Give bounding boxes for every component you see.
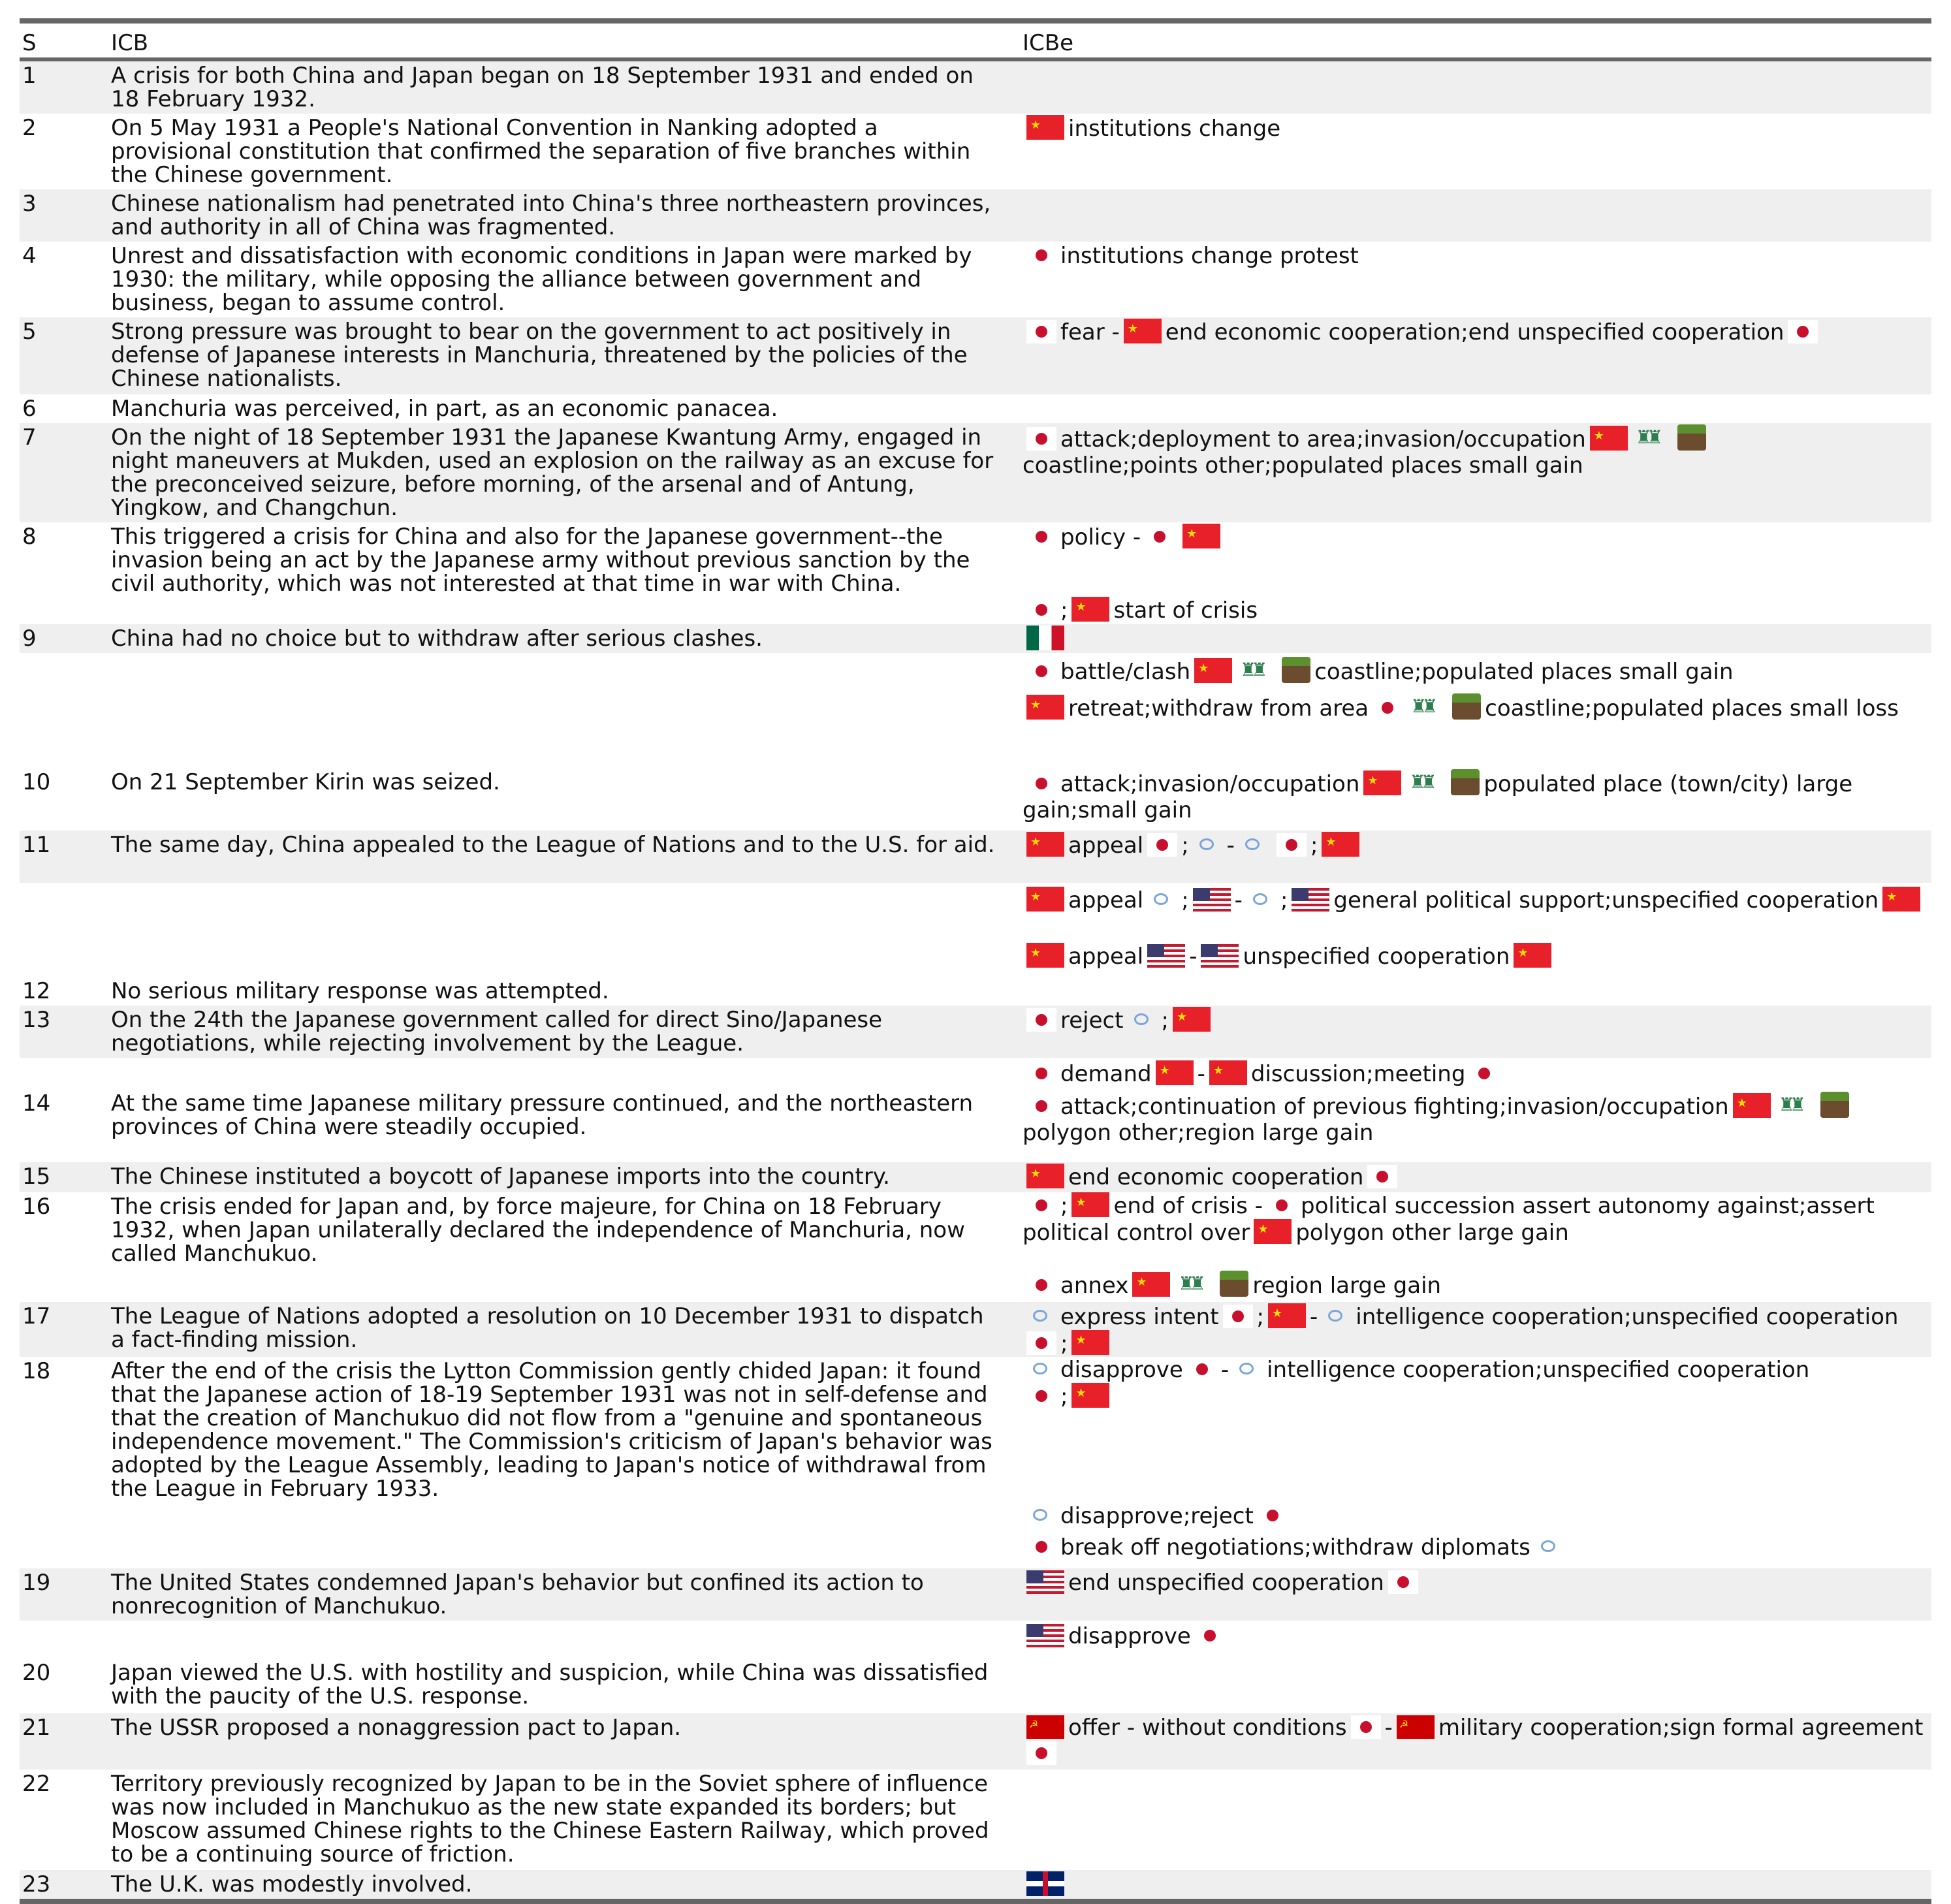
table-row bbox=[20, 1357, 1931, 1568]
event: policy -★ bbox=[1023, 524, 1224, 550]
flag-japan-icon bbox=[1788, 320, 1818, 343]
row-events bbox=[1023, 1192, 1931, 1302]
row-text: Unrest and dissatisfaction with economic conditions in Japan were marked by 1930: the military, while opposing the alliance between government and business, began to assume control. bbox=[111, 243, 972, 316]
row-events bbox=[1023, 883, 1931, 977]
row-text: Strong pressure was brought to bear on the government to act positively in defense of Japanese interests in Manchuria, threatened by the policies of the Chinese nationalists. bbox=[111, 319, 968, 392]
row-number: 21 bbox=[22, 1715, 51, 1741]
flag-japan-icon bbox=[1367, 1165, 1397, 1188]
row-events bbox=[1023, 768, 1931, 831]
flag-japan-icon bbox=[1026, 1331, 1056, 1355]
table-row bbox=[20, 883, 1931, 977]
event: ;★ start of crisis bbox=[1023, 597, 1258, 624]
flag-japan-icon bbox=[1026, 1008, 1056, 1032]
flag-ussr-icon bbox=[1026, 1715, 1064, 1739]
army-icon bbox=[1409, 770, 1443, 795]
event: disapprove bbox=[1023, 1623, 1229, 1649]
flag-japan-icon bbox=[1026, 244, 1056, 267]
row-text: China had no choice but to withdraw after serious clashes. bbox=[111, 626, 763, 652]
event bbox=[1023, 626, 1068, 652]
row-number: 14 bbox=[22, 1090, 51, 1117]
event: attack;continuation of previous fighting;invasion/occupation★♜♜ polygon other;region large gain bbox=[1023, 1092, 1853, 1146]
flag-japan-icon bbox=[1351, 1715, 1381, 1739]
table-body bbox=[20, 61, 1931, 1897]
flag-japan-icon bbox=[1026, 1062, 1056, 1085]
flag-japan-icon bbox=[1026, 525, 1056, 548]
event: fear -★ end economic cooperation;end unspecified cooperation bbox=[1023, 319, 1822, 345]
table-row bbox=[20, 1870, 1931, 1899]
flag-japan-icon bbox=[1145, 525, 1175, 548]
table-header bbox=[20, 24, 1931, 57]
table-bottom-rule bbox=[20, 1899, 1931, 1904]
table-row bbox=[20, 1568, 1931, 1621]
row-number: 16 bbox=[22, 1194, 51, 1220]
league-of-nations-icon bbox=[1026, 1357, 1056, 1381]
table-row bbox=[20, 61, 1931, 114]
row-events bbox=[1023, 1870, 1931, 1899]
flag-japan-icon bbox=[1026, 320, 1056, 343]
icb-icbe-table bbox=[20, 18, 1931, 1897]
army-icon bbox=[1240, 658, 1274, 683]
row-events bbox=[1023, 1769, 1931, 1870]
row-number: 17 bbox=[22, 1303, 51, 1329]
flag-japan-icon bbox=[1195, 1624, 1225, 1647]
table-row bbox=[20, 242, 1931, 317]
league-of-nations-icon bbox=[1239, 833, 1269, 857]
league-of-nations-icon bbox=[1246, 888, 1277, 912]
flag-uk-icon bbox=[1026, 1871, 1064, 1896]
row-events bbox=[1023, 1058, 1931, 1162]
row-number: 3 bbox=[22, 191, 37, 217]
army-icon bbox=[1178, 1272, 1212, 1297]
table-row bbox=[20, 1302, 1931, 1357]
header-icbe: ICBe bbox=[1023, 30, 1074, 56]
table-row bbox=[20, 1162, 1931, 1192]
row-number: 8 bbox=[22, 524, 37, 550]
event: ☭ offer - without conditions -☭ military cooperation;sign formal agreement bbox=[1023, 1715, 1925, 1767]
event: disapprove - intelligence cooperation;unspecified cooperation ;★ bbox=[1023, 1357, 1809, 1410]
league-of-nations-icon bbox=[1026, 1504, 1056, 1527]
row-events bbox=[1023, 831, 1931, 883]
row-events bbox=[1023, 522, 1931, 624]
row-events bbox=[1023, 1162, 1931, 1192]
flag-china-icon bbox=[1124, 319, 1162, 343]
territory-icon bbox=[1220, 1271, 1248, 1297]
flag-japan-icon bbox=[1187, 1357, 1217, 1381]
row-text: On the 24th the Japanese government called for direct Sino/Japanese negotiations, while rejecting involvement by the League. bbox=[111, 1007, 883, 1056]
row-text: The USSR proposed a nonaggression pact to Japan. bbox=[111, 1715, 682, 1741]
event: institutions change protest bbox=[1023, 243, 1359, 269]
flag-china-icon bbox=[1026, 887, 1064, 912]
header-icb: ICB bbox=[111, 30, 149, 56]
flag-japan-icon bbox=[1026, 427, 1056, 451]
table-row bbox=[20, 1769, 1931, 1870]
event: express intent ;★ - intelligence cooperation;unspecified cooperation;★ bbox=[1023, 1303, 1925, 1357]
event: demand★ -★ discussion;meeting bbox=[1023, 1060, 1503, 1087]
flag-china-icon bbox=[1194, 658, 1232, 683]
row-number: 22 bbox=[22, 1771, 51, 1797]
row-text: Manchuria was perceived, in part, as an economic panacea. bbox=[111, 396, 778, 422]
flag-china-icon bbox=[1071, 1330, 1109, 1355]
flag-china-icon bbox=[1071, 1192, 1109, 1217]
row-number: 10 bbox=[22, 769, 51, 795]
flag-china-icon bbox=[1733, 1093, 1771, 1118]
territory-icon bbox=[1820, 1092, 1849, 1118]
row-number: 18 bbox=[22, 1358, 51, 1384]
row-number: 23 bbox=[22, 1871, 51, 1897]
army-icon bbox=[1636, 426, 1670, 451]
row-events bbox=[1023, 1713, 1931, 1769]
territory-icon bbox=[1282, 657, 1310, 683]
row-number: 9 bbox=[22, 626, 37, 652]
table-row bbox=[20, 768, 1931, 831]
flag-china-icon bbox=[1071, 597, 1109, 622]
territory-icon bbox=[1451, 769, 1480, 795]
flag-china-icon bbox=[1156, 1060, 1194, 1085]
flag-japan-icon bbox=[1277, 833, 1307, 857]
row-text: A crisis for both China and Japan began on 18 September 1931 and ended on 18 February 1932. bbox=[111, 63, 974, 112]
flag-china-icon bbox=[1182, 524, 1220, 548]
row-text: At the same time Japanese military pressure continued, and the northeastern provinces of China were steadily occupied. bbox=[111, 1090, 974, 1140]
table-row bbox=[20, 317, 1931, 394]
flag-china-icon bbox=[1026, 115, 1064, 140]
table-row bbox=[20, 1058, 1931, 1162]
row-number: 12 bbox=[22, 978, 51, 1004]
row-number: 11 bbox=[22, 832, 51, 858]
event: end unspecified cooperation bbox=[1023, 1570, 1422, 1596]
league-of-nations-icon bbox=[1128, 1008, 1158, 1032]
flag-china-icon bbox=[1026, 1164, 1064, 1188]
event: attack;deployment to area;invasion/occupation★♜♜ coastline;points other;populated places small gain bbox=[1023, 424, 1710, 479]
row-events bbox=[1023, 1006, 1931, 1058]
row-text: Japan viewed the U.S. with hostility and suspicion, while China was dissatisfied with the paucity of the U.S. response. bbox=[111, 1660, 989, 1709]
event: disapprove;reject bbox=[1023, 1503, 1292, 1529]
flag-china-icon bbox=[1132, 1272, 1170, 1297]
row-number: 4 bbox=[22, 243, 37, 269]
table-row bbox=[20, 831, 1931, 883]
row-events bbox=[1023, 61, 1931, 114]
league-of-nations-icon bbox=[1322, 1305, 1352, 1328]
table-top-rule bbox=[20, 18, 1931, 24]
flag-china-icon bbox=[1026, 695, 1064, 720]
flag-usa-icon bbox=[1026, 1570, 1064, 1594]
row-text: On 21 September Kirin was seized. bbox=[111, 769, 500, 795]
event: ★institutions change bbox=[1023, 115, 1280, 142]
row-events bbox=[1023, 242, 1931, 317]
row-text: The League of Nations adopted a resolution on 10 December 1931 to dispatch a fact-finding mission. bbox=[111, 1303, 984, 1353]
row-text: Chinese nationalism had penetrated into China's three northeastern provinces, and authority in all of China was fragmented. bbox=[111, 191, 991, 240]
league-of-nations-icon bbox=[1193, 833, 1223, 857]
event: ★ end economic cooperation bbox=[1023, 1164, 1401, 1190]
table-row bbox=[20, 977, 1931, 1006]
row-text: No serious military response was attempted. bbox=[111, 978, 609, 1004]
row-text: On the night of 18 September 1931 the Japanese Kwantung Army, engaged in night maneuvers at Mukden, used an explosion on the railway as an excuse for the preconceived seizure, before morning, of the arsenal and of Antung, Yingkow, and Changchun. bbox=[111, 424, 994, 521]
flag-japan-icon bbox=[1267, 1194, 1297, 1217]
row-number: 1 bbox=[22, 63, 37, 89]
flag-japan-icon bbox=[1026, 1194, 1056, 1217]
flag-usa-icon bbox=[1147, 944, 1185, 968]
flag-japan-icon bbox=[1258, 1504, 1288, 1527]
table-row bbox=[20, 114, 1931, 189]
row-text: The U.K. was modestly involved. bbox=[111, 1871, 473, 1897]
row-events bbox=[1023, 189, 1931, 242]
table-row bbox=[20, 423, 1931, 522]
flag-china-icon bbox=[1254, 1219, 1292, 1244]
event bbox=[1023, 1871, 1068, 1898]
table-row bbox=[20, 522, 1931, 624]
flag-china-icon bbox=[1590, 426, 1628, 451]
row-text: After the end of the crisis the Lytton Commission gently chided Japan: it found that the Japanese action of 18-19 September 1931 was not in self-defense and that the creation of Manchukuo did not flow from a "genuine and spontaneous independence movement." The Commission's criticism of Japan's behavior was adopted by the League Assembly, leading to Japan's notice of withdrawal from the League in February 1933. bbox=[111, 1358, 992, 1502]
flag-china-icon bbox=[1514, 943, 1551, 968]
row-number: 13 bbox=[22, 1007, 51, 1033]
flag-usa-icon bbox=[1201, 944, 1239, 968]
flag-china-icon bbox=[1071, 1383, 1109, 1408]
league-of-nations-icon bbox=[1233, 1357, 1263, 1381]
row-events bbox=[1023, 394, 1931, 423]
row-text: The Chinese instituted a boycott of Japanese imports into the country. bbox=[111, 1164, 890, 1190]
row-number: 20 bbox=[22, 1660, 51, 1686]
row-text: The same day, China appealed to the League of Nations and to the U.S. for aid. bbox=[111, 832, 995, 858]
flag-usa-icon bbox=[1026, 1624, 1064, 1647]
event: attack;invasion/occupation★♜♜ populated place (town/city) large gain;small gain bbox=[1023, 769, 1925, 823]
territory-icon bbox=[1677, 424, 1706, 451]
row-events bbox=[1023, 653, 1931, 768]
row-events bbox=[1023, 317, 1931, 394]
flag-japan-icon bbox=[1026, 1273, 1056, 1297]
row-number: 5 bbox=[22, 319, 37, 345]
row-number: 15 bbox=[22, 1164, 51, 1190]
table-row bbox=[20, 1192, 1931, 1302]
flag-japan-icon bbox=[1026, 1535, 1056, 1559]
flag-japan-icon bbox=[1147, 833, 1177, 857]
flag-china-icon bbox=[1268, 1303, 1306, 1328]
event: ★appeal ; - ; general political support;unspecified cooperation★ bbox=[1023, 887, 1924, 913]
event: annex★♜♜ region large gain bbox=[1023, 1271, 1441, 1299]
row-events bbox=[1023, 1357, 1931, 1568]
flag-china-icon bbox=[1882, 887, 1920, 912]
flag-japan-icon bbox=[1469, 1062, 1499, 1085]
flag-china-icon bbox=[1363, 770, 1401, 795]
row-events bbox=[1023, 1568, 1931, 1621]
flag-japan-icon bbox=[1026, 598, 1056, 622]
table-row bbox=[20, 1713, 1931, 1769]
event: reject ;★ bbox=[1023, 1007, 1214, 1034]
event: battle/clash★♜♜ coastline;populated places small gain bbox=[1023, 657, 1734, 685]
event: ;★ end of crisis - political succession assert autonomy against;assert political control over★ polygon other large gain bbox=[1023, 1192, 1925, 1246]
row-events bbox=[1023, 977, 1931, 1006]
header-s: S bbox=[22, 30, 37, 56]
row-text: This triggered a crisis for China and also for the Japanese government--the invasion being an act by the Japanese army without previous sanction by the civil authority, which was not interested at that time in war with China. bbox=[111, 524, 970, 597]
event: break off negotiations;withdraw diplomats bbox=[1023, 1534, 1568, 1561]
row-text: Territory previously recognized by Japan to be in the Soviet sphere of influence was now included in Manchukuo as the new state expanded its borders; but Moscow assumed Chinese rights to the Chinese Eastern Railway, which proved to be a continuing source of friction. bbox=[111, 1771, 989, 1867]
table-row bbox=[20, 1621, 1931, 1713]
flag-ussr-icon bbox=[1397, 1715, 1435, 1739]
flag-japan-icon bbox=[1026, 1741, 1056, 1765]
flag-japan-icon bbox=[1026, 1094, 1056, 1118]
row-text: The United States condemned Japan's behavior but confined its action to nonrecognition of Manchukuo. bbox=[111, 1570, 924, 1619]
table-row bbox=[20, 189, 1931, 242]
flag-japan-icon bbox=[1026, 1384, 1056, 1408]
league-of-nations-icon bbox=[1026, 1305, 1056, 1328]
army-icon bbox=[1410, 695, 1444, 720]
event: ★ appeal ; - ;★ bbox=[1023, 832, 1363, 859]
league-of-nations-icon bbox=[1534, 1535, 1564, 1559]
flag-china-icon bbox=[1026, 832, 1064, 857]
flag-china-icon bbox=[1026, 943, 1064, 968]
table-row bbox=[20, 1006, 1931, 1058]
flag-usa-icon bbox=[1193, 888, 1231, 912]
row-text: On 5 May 1931 a People's National Convention in Nanking adopted a provisional constitution that confirmed the separation of five branches within the Chinese government. bbox=[111, 115, 971, 188]
row-events bbox=[1023, 624, 1931, 653]
flag-japan-icon bbox=[1026, 772, 1056, 795]
flag-japan-icon bbox=[1026, 659, 1056, 683]
flag-china-icon bbox=[1173, 1007, 1211, 1032]
row-number: 7 bbox=[22, 424, 37, 451]
flag-mexico-icon bbox=[1026, 626, 1064, 650]
flag-usa-icon bbox=[1292, 888, 1329, 912]
row-number: 6 bbox=[22, 396, 37, 422]
table-row bbox=[20, 653, 1931, 768]
table-row bbox=[20, 394, 1931, 423]
row-events bbox=[1023, 423, 1931, 522]
flag-japan-icon bbox=[1372, 696, 1403, 720]
flag-japan-icon bbox=[1223, 1305, 1253, 1328]
army-icon bbox=[1779, 1093, 1813, 1118]
flag-china-icon bbox=[1322, 832, 1359, 857]
row-number: 2 bbox=[22, 115, 37, 141]
row-events bbox=[1023, 114, 1931, 189]
flag-china-icon bbox=[1209, 1060, 1247, 1085]
table-row bbox=[20, 624, 1931, 653]
event: ★retreat;withdraw from area♜♜ coastline;populated places small loss bbox=[1023, 693, 1899, 722]
territory-icon bbox=[1452, 693, 1481, 720]
row-events bbox=[1023, 1621, 1931, 1713]
row-events bbox=[1023, 1302, 1931, 1357]
event: ★appeal - unspecified cooperation★ bbox=[1023, 943, 1555, 970]
flag-japan-icon bbox=[1388, 1570, 1418, 1594]
league-of-nations-icon bbox=[1147, 888, 1177, 912]
row-number: 19 bbox=[22, 1570, 51, 1596]
row-text: The crisis ended for Japan and, by force majeure, for China on 18 February 1932, when Japan unilaterally declared the independence of Manchuria, now called Manchukuo. bbox=[111, 1194, 965, 1267]
